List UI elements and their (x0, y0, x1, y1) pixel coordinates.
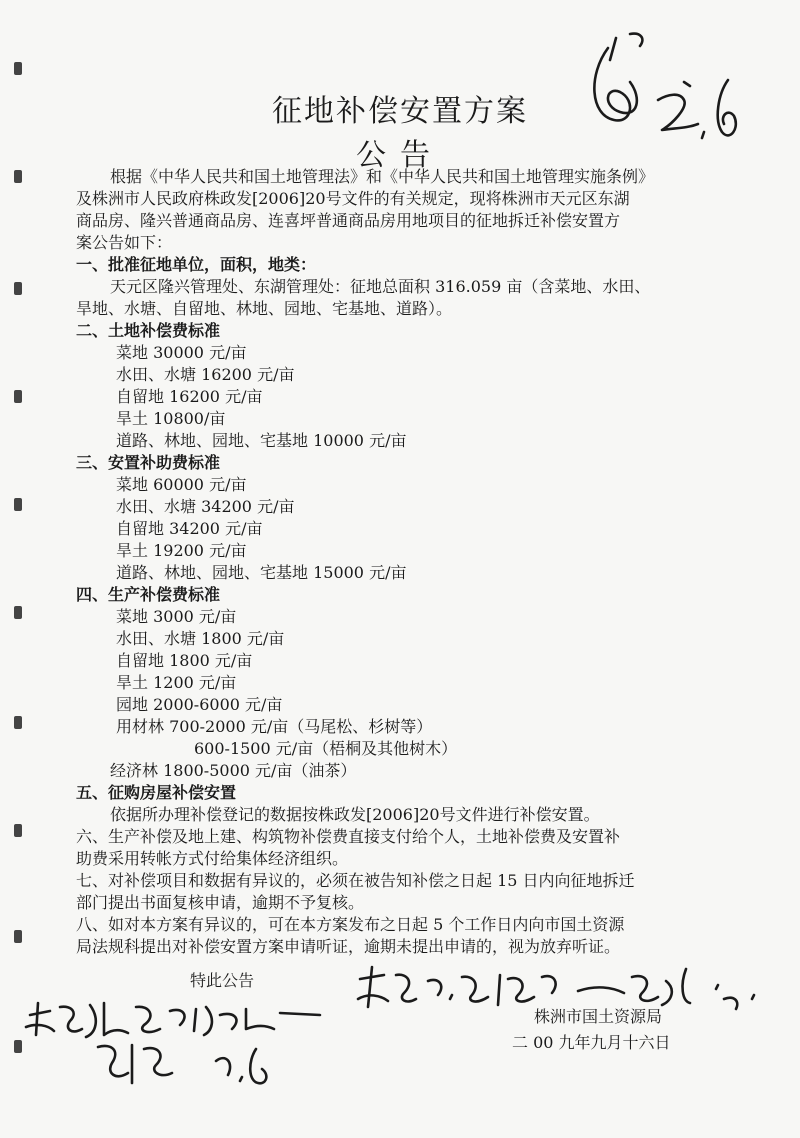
section-line: 依据所办理补偿登记的数据按株政发[2006]20号文件进行补偿安置。 (110, 805, 600, 824)
document-subtitle: 公告 (356, 138, 444, 173)
handwritten-signature-left (20, 985, 340, 1095)
section-line: 部门提出书面复核申请，逾期不予复核。 (76, 893, 365, 912)
punch-hole (14, 606, 22, 619)
intro-line: 商品房、隆兴普通商品房、连喜坪普通商品房用地项目的征地拆迁补偿安置方 (76, 211, 621, 230)
section-heading: 三、安置补助费标准 (76, 453, 221, 472)
document-title: 征地补偿安置方案 (272, 94, 528, 129)
rate-item: 园地 2000-6000 元/亩 (116, 695, 283, 714)
section-line: 六、生产补偿及地上建、构筑物补偿费直接支付给个人，土地补偿费及安置补 (76, 827, 621, 846)
rate-item: 水田、水塘 16200 元/亩 (116, 365, 295, 384)
closing-text: 特此公告 (190, 971, 255, 990)
handwritten-signature-right (350, 955, 770, 1025)
rate-item: 600-1500 元/亩（梧桐及其他树木） (194, 739, 458, 758)
document-body (76, 166, 736, 958)
rate-item: 菜地 60000 元/亩 (116, 475, 247, 494)
rate-item: 旱土 10800/亩 (116, 409, 226, 428)
rate-item: 水田、水塘 1800 元/亩 (116, 629, 285, 648)
issuer-name: 株洲市国土资源局 (534, 1007, 663, 1026)
rate-item: 旱土 19200 元/亩 (116, 541, 247, 560)
rate-item: 自留地 16200 元/亩 (116, 387, 263, 406)
section-line: 七、对补偿项目和数据有异议的，必须在被告知补偿之日起 15 日内向征地拆迁 (76, 871, 635, 890)
rate-item: 自留地 34200 元/亩 (116, 519, 263, 538)
intro-line: 案公告如下： (76, 233, 173, 252)
rate-item: 菜地 30000 元/亩 (116, 343, 247, 362)
punch-hole (14, 390, 22, 403)
punch-hole (14, 824, 22, 837)
section-heading: 二、土地补偿费标准 (76, 321, 221, 340)
rate-item: 经济林 1800-5000 元/亩（油茶） (110, 761, 357, 780)
rate-item: 道路、林地、园地、宅基地 10000 元/亩 (116, 431, 407, 450)
rate-item: 菜地 3000 元/亩 (116, 607, 237, 626)
rate-item: 自留地 1800 元/亩 (116, 651, 253, 670)
punch-hole (14, 716, 22, 729)
punch-hole (14, 930, 22, 943)
punch-hole (14, 62, 22, 75)
section-line: 旱地、水塘、自留地、林地、园地、宅基地、道路）。 (76, 299, 453, 318)
section-line: 局法规科提出对补偿安置方案申请听证，逾期未提出申请的，视为放弃听证。 (76, 937, 621, 956)
rate-item: 用材林 700-2000 元/亩（马尾松、杉树等） (116, 717, 433, 736)
rate-item: 水田、水塘 34200 元/亩 (116, 497, 295, 516)
section-heading: 一、批准征地单位，面积，地类： (76, 255, 317, 274)
issue-date: 二 00 九年九月十六日 (512, 1033, 671, 1052)
intro-line: 根据《中华人民共和国土地管理法》和《中华人民共和国土地管理实施条例》 (110, 167, 655, 186)
section-heading: 五、征购房屋补偿安置 (76, 783, 237, 802)
rate-item: 旱土 1200 元/亩 (116, 673, 237, 692)
intro-line: 及株洲市人民政府株政发[2006]20号文件的有关规定，现将株洲市天元区东湖 (76, 189, 630, 208)
rate-item: 道路、林地、园地、宅基地 15000 元/亩 (116, 563, 407, 582)
section-line: 助费采用转帐方式付给集体经济组织。 (76, 849, 349, 868)
section-line: 八、如对本方案有异议的，可在本方案发布之日起 5 个工作日内向市国土资源 (76, 915, 625, 934)
punch-hole (14, 282, 22, 295)
section-heading: 四、生产补偿费标准 (76, 585, 221, 604)
section-line: 天元区隆兴管理处、东湖管理处：征地总面积 316.059 亩（含菜地、水田、 (110, 277, 651, 296)
punch-hole (14, 498, 22, 511)
